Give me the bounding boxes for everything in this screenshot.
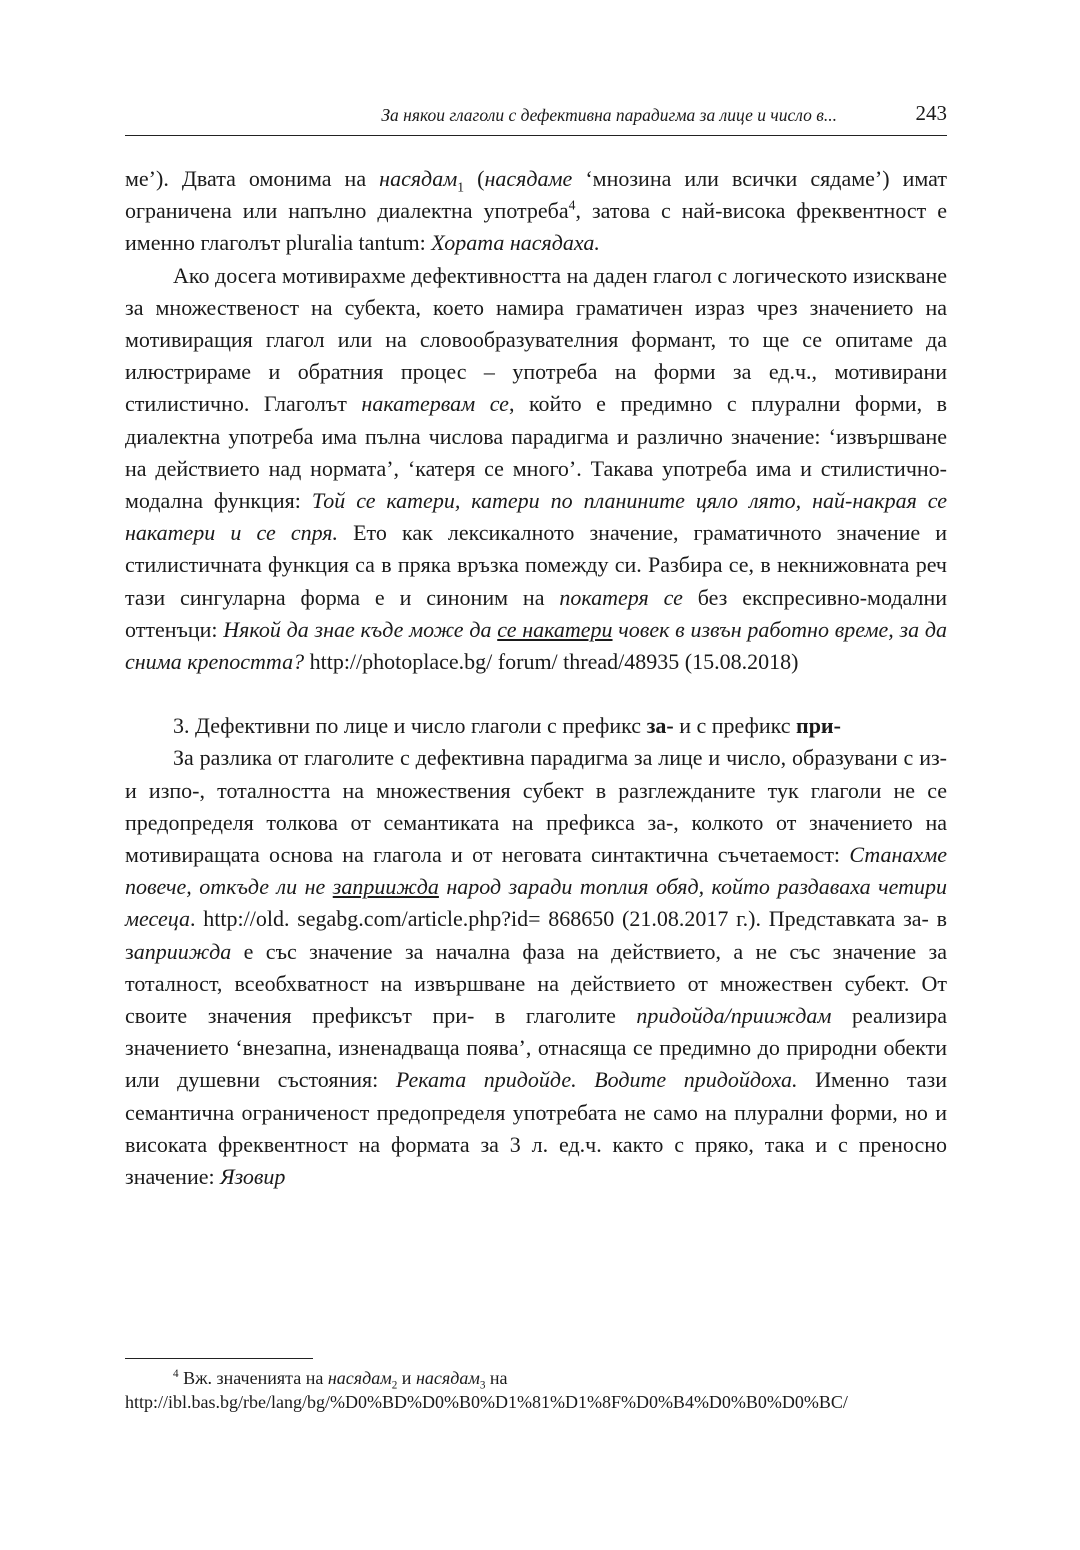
italic-example: човек в извън работно време, за да снима крепостта? bbox=[125, 616, 948, 675]
italic-term: априижда bbox=[133, 938, 232, 964]
italic-term: насядам bbox=[379, 166, 458, 191]
italic-example: Някой да знае къде може да bbox=[223, 616, 498, 642]
italic-example: Реката придойде. Водите придойдоха. bbox=[395, 1067, 798, 1093]
text-run: реализира значението ‘внезапна, изненадваща поява’, отнасяща се предимно до природни обекти или душевни състояния: bbox=[125, 1003, 947, 1093]
underlined-example: се накатери bbox=[497, 616, 613, 642]
text-run: , който е предимно с плурални форми, в диалектна употреба има пълна числова парадигма и различно значение: ‘извършване на действието над нормата’, ‘катеря се много’. Такава употреба има и стилистично-модална функция: bbox=[125, 391, 947, 514]
subscript: 2 bbox=[391, 1379, 398, 1392]
footnote-divider bbox=[125, 1358, 313, 1359]
footnote-ref: 4 bbox=[568, 197, 576, 213]
text-run: 3. Дефективни по лице и число глаголи с префикс bbox=[173, 713, 647, 739]
text-run: . http://old. segabg.com/article.php?id= 868650 (21.08.2017 г.). Представката за- в з bbox=[125, 906, 947, 964]
subscript: 1 bbox=[457, 179, 465, 195]
italic-example: Хората насядаха. bbox=[431, 230, 600, 256]
paragraph-2 bbox=[125, 260, 947, 679]
footnote bbox=[125, 1367, 947, 1414]
text-run: ме’). Двата омонима на bbox=[125, 166, 380, 191]
text-run: ‘мнозина или всички сядаме’) имат ограничена или напълно диалектна употреба bbox=[125, 166, 947, 224]
text-run: и с префикс bbox=[673, 713, 797, 739]
bold-prefix: за- bbox=[646, 713, 674, 739]
bold-prefix: при- bbox=[796, 713, 841, 739]
italic-example: Язовир bbox=[220, 1164, 286, 1190]
italic-example: Станахме повече, откъде ли не bbox=[125, 842, 947, 900]
text-run: е със значение за начална фаза на действието, а не със значение за тоталност, всеобхватност на извършване на действието от множествен субект. От своите значения префиксът при- в глаголите bbox=[125, 938, 947, 1029]
italic-term: накатервам се bbox=[361, 391, 509, 417]
italic-example: народ заради топлия обяд, който раздаваха четири месеца bbox=[125, 874, 948, 932]
running-header bbox=[125, 99, 947, 136]
italic-term: покатеря се bbox=[559, 584, 683, 610]
source-url: на http://ibl.bas.bg/rbe/lang/bg/%D0%BD%D0%B0%D1%81%D1%8F%D0%B4%D0%B0%D0%BC/ bbox=[125, 1368, 848, 1412]
italic-term: насядаме bbox=[484, 166, 573, 191]
section-heading bbox=[125, 710, 947, 742]
text-run: , затова с най-висока фреквентност е именно глаголът pluralia tantum: bbox=[125, 198, 947, 256]
main-text bbox=[125, 163, 947, 1193]
running-title: За някои глаголи с дефективна парадигма за лице и число в... bbox=[381, 105, 837, 125]
paragraph-1 bbox=[125, 163, 947, 260]
text-run: Ако досега мотивирахме дефективността на даден глагол с логическото изискване за множественост на субекта, което намира граматичен израз чрез значението на мотивиращия глагол или на словообразувателния формант, то ще се опитаме да илюстрираме и обратния процес – употреба на форми за ед.ч., мотивирани стилистично. Глаголът bbox=[125, 262, 947, 417]
italic-example: Той се катери, катери по планините цяло лято, най-накрая се накатери и се спря. bbox=[125, 488, 947, 546]
italic-term: придойда/прииждам bbox=[636, 1003, 832, 1029]
text-run: Вж. значенията на bbox=[178, 1368, 328, 1388]
subscript: 3 bbox=[479, 1379, 486, 1392]
italic-term: насядам bbox=[327, 1368, 392, 1388]
text-run: Именно тази семантична ограниченост предопределя употребата не само на плурални форми, но и високата фреквентност на формата за 3 л. ед.ч. както с пряко, така и с преносно значение: bbox=[125, 1067, 947, 1190]
text-run: За разлика от глаголите с дефективна парадигма за лице и число, образувани с из- и изпо-, тоталността на множествения субект в разглежданите тук глаголи не се предопределя толкова от семантиката на префикса за-, колкото от значението на мотивиращата основа на глагола и от неговата синтактична съчетаемост: bbox=[125, 745, 947, 868]
text-run: ( bbox=[464, 166, 485, 191]
footnote-number: 4 bbox=[173, 1368, 179, 1380]
text-run: без експресивно-модални оттенъци: bbox=[125, 584, 947, 642]
source-url: http://photoplace.bg/ forum/ thread/48935 (15.08.2018) bbox=[304, 649, 799, 675]
italic-term: насядам bbox=[415, 1368, 480, 1388]
text-run: и bbox=[397, 1368, 416, 1388]
text-run: Ето как лексикалното значение, граматичното значение и стилистичната функция са в пряка връзка помежду си. Разбира се, в некнижовната реч тази сингуларна форма е и синоним на bbox=[125, 520, 948, 610]
page-number: 243 bbox=[915, 101, 947, 125]
paragraph-3 bbox=[125, 742, 947, 1193]
underlined-example: заприижда bbox=[332, 874, 439, 900]
